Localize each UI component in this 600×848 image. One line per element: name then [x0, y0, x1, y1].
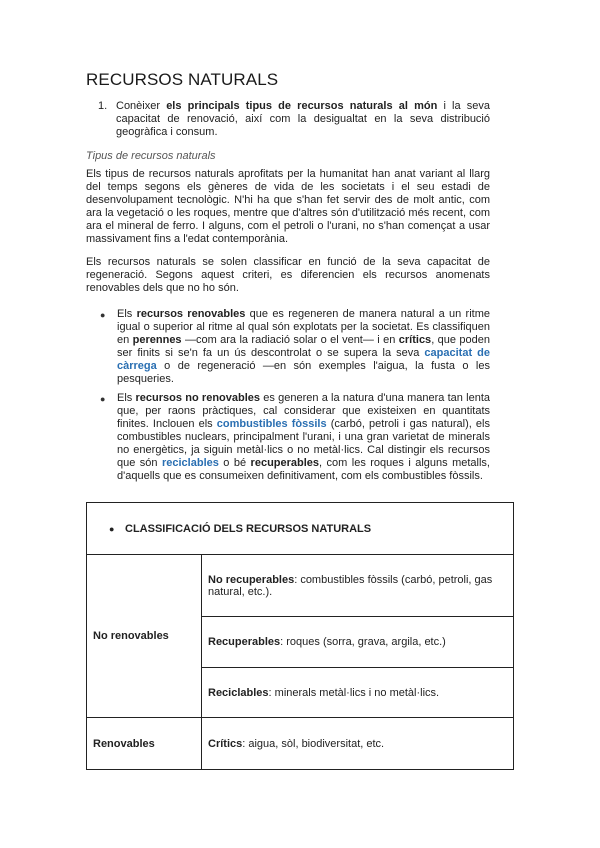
link-fossil-fuels[interactable]: combustibles fòssils — [216, 418, 327, 430]
cell-text: : minerals metàl·lics i no metàl·lics. — [268, 686, 440, 699]
cell-text: : combustibles fòssils (carbó, petroli, gas natural, etc.). — [208, 573, 493, 598]
text: o de regeneració —en són exemples l'aigua, la fusta o les pesqueries. — [117, 360, 490, 385]
objective-post: i la seva capacitat de renovació, així com la desigualtat en la seva distribució geogràfica i consum. — [116, 100, 491, 138]
table-cell — [202, 555, 514, 617]
paragraph-1: Els tipus de recursos naturals aprofitats per la humanitat han anat variant al llarg del temps segons els gèneres de vida de les societats i el seu estadi de desenvolupament tecnològic. N'hi ha que s'han fet servir des de molt antic, com ara la vegetació o les roques, mentre que d'altres són d'utilització més recent, com ara el mineral de ferro. I alguns, com el petroli o l'urani, no s'han començat a usar massivament fins a l'edat contemporània. — [86, 168, 490, 245]
text: —com ara la radiació solar o el vent— i en — [181, 334, 399, 346]
text: es generen a la natura d'una manera tan lenta que, per raons pràctiques, cal considerar que existeixen en quantitats finites. Inclouen els — [117, 392, 491, 430]
link-carrying-capacity[interactable]: capacitat de càrrega — [117, 347, 490, 372]
objective-item — [98, 100, 490, 139]
text: Els — [117, 308, 137, 320]
bullet-renewables — [117, 308, 490, 386]
bullet-nonrenewables — [117, 392, 490, 483]
objective-number: 1. — [98, 100, 108, 112]
bold-term: perennes — [132, 334, 182, 346]
nonrenewable-label: No renovables — [87, 555, 202, 718]
table-row — [87, 718, 514, 770]
bold-term: recursos no renovables — [135, 392, 260, 404]
table-header — [87, 503, 514, 555]
table-row — [87, 555, 514, 617]
objective-text — [116, 100, 490, 139]
table-cell — [202, 668, 514, 718]
text: , que poden ser finits si se'n fa un ús descontrolat o se supera la seva — [117, 334, 490, 359]
cell-term: Crítics — [208, 737, 243, 750]
classification-table — [86, 502, 514, 770]
bold-term: recuperables — [250, 457, 320, 469]
cell-text: : aigua, sòl, biodiversitat, etc. — [242, 737, 385, 750]
link-recyclables[interactable]: reciclables — [161, 457, 219, 469]
text: , com les roques i alguns metalls, d'aquells que es consumeixen definitivament, com els combustibles fòssils. — [117, 457, 490, 482]
cell-term: Recuperables — [208, 636, 281, 648]
page-title: RECURSOS NATURALS — [86, 70, 279, 89]
bullet-icon: ● — [100, 394, 106, 404]
text: Els — [117, 392, 136, 404]
text: (carbó, petroli i gas natural), els combustibles nuclears, principalment l'urani, i una gran varietat de minerals no energètics, ja siguin metàl·lics o no metàl·lics. Cal distingir els recursos que són — [117, 418, 490, 469]
text: o bé — [218, 457, 251, 469]
table-header-text: CLASSIFICACIÓ DELS RECURSOS NATURALS — [125, 522, 372, 535]
renewable-label: Renovables — [87, 718, 202, 770]
bold-term: crítics — [398, 334, 432, 346]
cell-term: No recuperables — [208, 573, 295, 586]
paragraph-2: Els recursos naturals se solen classificar en funció de la seva capacitat de regeneració. Segons aquest criteri, es diferencien els recursos anomenats renovables dels que no ho són. — [86, 256, 490, 294]
objective-bold: els principals tipus de recursos naturals al món — [166, 100, 438, 112]
cell-term: Reciclables — [208, 686, 269, 699]
text: que es regeneren de manera natural a un ritme igual o superior al ritme al qual són explotats per la societat. Es classifiquen en — [117, 308, 490, 346]
bullet-icon: ● — [109, 523, 115, 534]
table-cell — [202, 718, 514, 770]
bullet-icon: ● — [100, 310, 106, 320]
cell-text: : roques (sorra, grava, argila, etc.) — [280, 636, 446, 648]
bold-term: recursos renovables — [136, 308, 246, 320]
section-subtitle: Tipus de recursos naturals — [86, 150, 216, 162]
table-header-row — [87, 503, 514, 555]
table-cell — [202, 617, 514, 668]
objective-pre: Conèixer — [116, 100, 167, 112]
